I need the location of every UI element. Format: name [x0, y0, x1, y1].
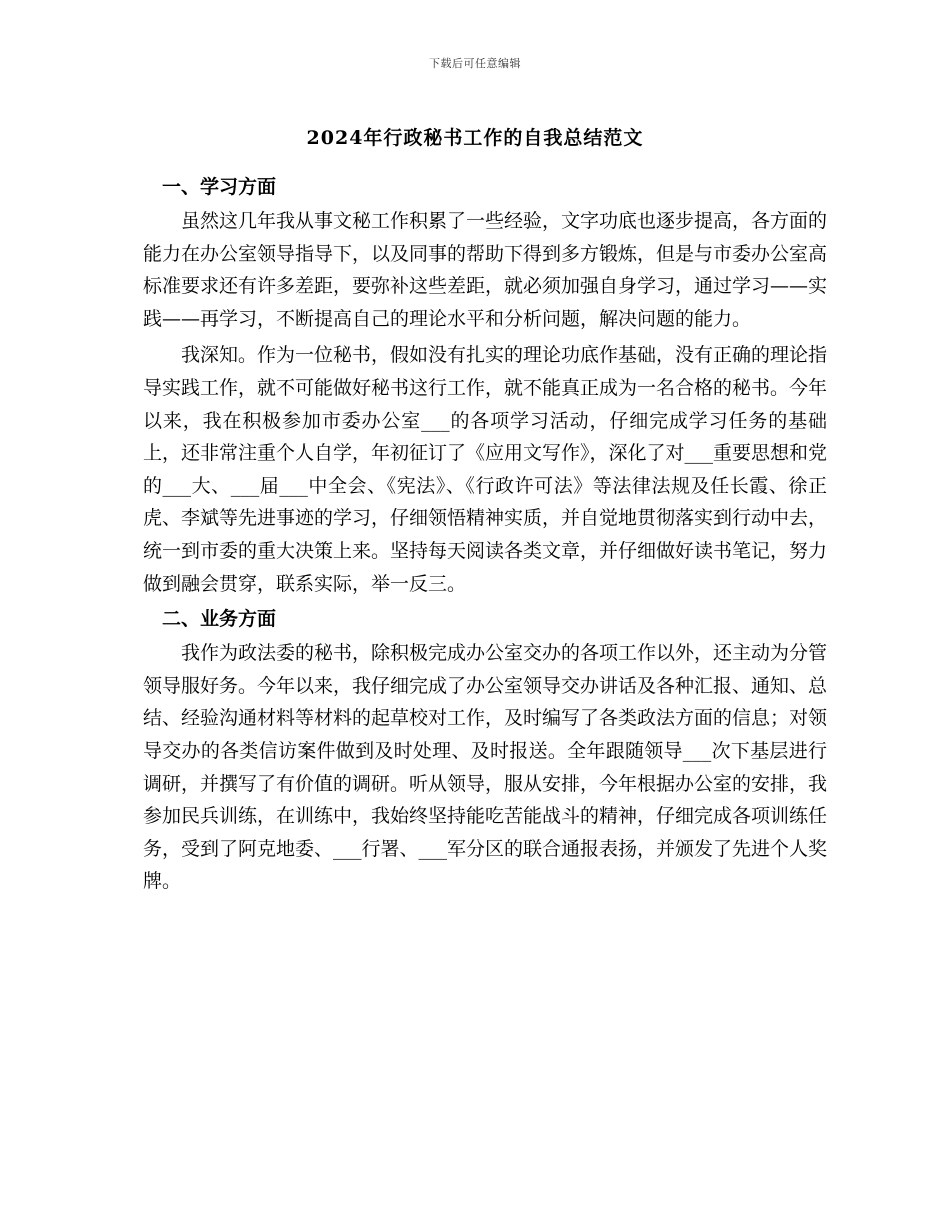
header-note: 下载后可任意编辑: [429, 57, 521, 70]
paragraph: 我深知。作为一位秘书，假如没有扎实的理论功底作基础，没有正确的理论指导实践工作，就不可能做好秘书这行工作，就不能真正成为一名合格的秘书。今年以来，我在积极参加市委办公室___的各项学习活动，仔细完成学习任务的基础上，还非常注重个人自学，年初征订了《应用文写作》，深化了对___重要思想和党的___大、___届___中全会、《宪法》、《行政许可法》等法律法规及任长霞、徐正虎、李斌等先进事迹的学习，仔细领悟精神实质，并自觉地贯彻落实到行动中去，统一到市委的重大决策上来。坚持每天阅读各类文章，并仔细做好读书笔记，努力做到融会贯穿，联系实际，举一反三。: [143, 344, 828, 595]
section-heading-business: 二、业务方面: [162, 608, 277, 631]
paragraph: 我作为政法委的秘书，除积极完成办公室交办的各项工作以外，还主动为分管领导服好务。今年以来，我仔细完成了办公室领导交办讲话及各种汇报、通知、总结、经验沟通材料等材料的起草校对工作，及时编写了各类政法方面的信息；对领导交办的各类信访案件做到及时处理、及时报送。全年跟随领导___次下基层进行调研，并撰写了有价值的调研。听从领导，服从安排，今年根据办公室的安排，我参加民兵训练，在训练中，我始终坚持能吃苦能战斗的精神，仔细完成各项训练任务，受到了阿克地委、___行署、___军分区的联合通报表扬，并颁发了先进个人奖牌。: [143, 642, 828, 893]
document-body: [143, 172, 827, 898]
section-heading-study: 一、学习方面: [162, 176, 277, 198]
document-title: 2024年行政秘书工作的自我总结范文: [306, 127, 644, 149]
paragraph: 虽然这几年我从事文秘工作积累了一些经验，文字功底也逐步提高，各方面的能力在办公室领导指导下，以及同事的帮助下得到多方锻炼，但是与市委办公室高标准要求还有许多差距，要弥补这些差距，就必须加强自身学习，通过学习——实践——再学习，不断提高自己的理论水平和分析问题，解决问题的能力。: [143, 210, 828, 330]
